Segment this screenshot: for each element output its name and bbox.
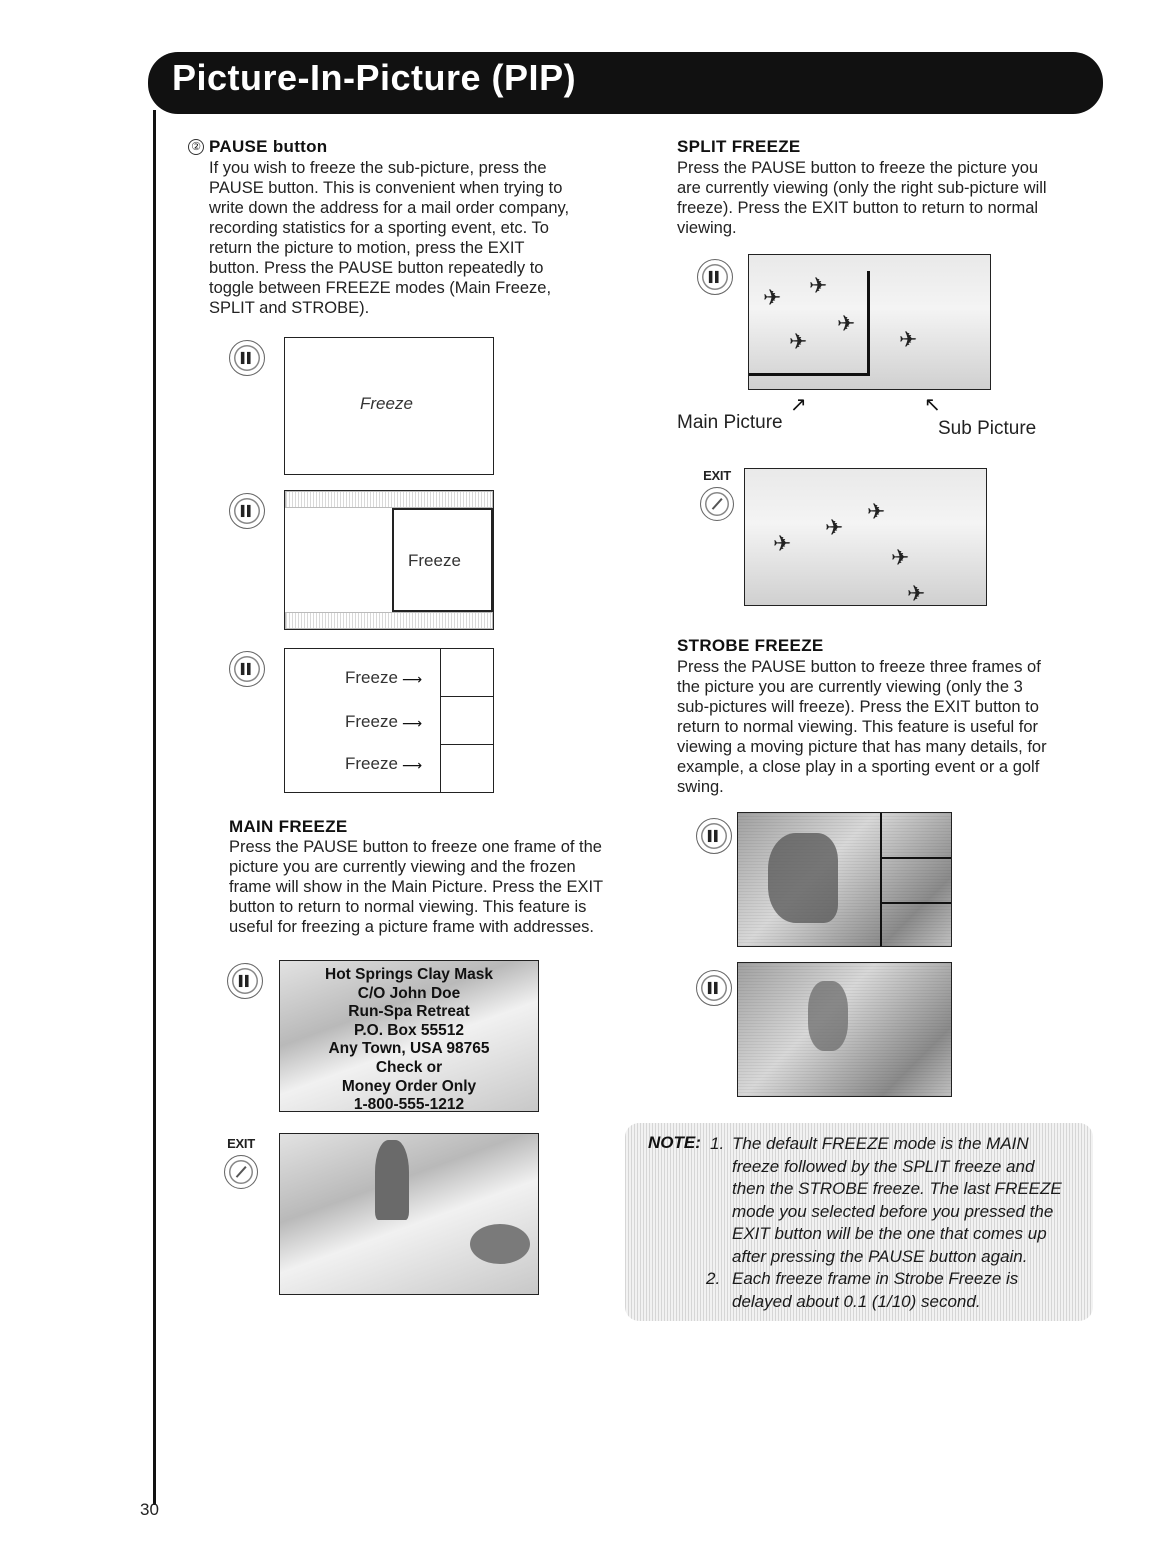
address-card xyxy=(280,966,538,1112)
pause-button-icon: ▌▌ xyxy=(229,651,265,687)
strobe-freeze-line: return to normal viewing. This feature is useful for xyxy=(677,718,1039,736)
pause-line: PAUSE button. This is convenient when trying to xyxy=(209,179,563,197)
pause-button-icon: ▌▌ xyxy=(227,963,263,999)
freeze-label: Freeze xyxy=(345,712,398,731)
plane-icon: ✈ xyxy=(837,311,856,336)
strobe-freeze-line: viewing a moving picture that has many details, for xyxy=(677,738,1047,756)
note-label: NOTE: xyxy=(648,1133,701,1152)
main-freeze-heading: MAIN FREEZE xyxy=(229,817,348,836)
split-freeze-paragraph xyxy=(677,158,1047,238)
address-line: 1-800-555-1212 xyxy=(353,1096,465,1112)
main-freeze-line: frame will show in the Main Picture. Press the EXIT xyxy=(229,878,604,896)
split-freeze-line: Press the PAUSE button to freeze the picture you xyxy=(677,159,1039,177)
strobe-divider xyxy=(881,857,952,859)
pause-button-icon: ▌▌ xyxy=(696,970,732,1006)
split-divider xyxy=(749,373,870,376)
plane-icon: ✈ xyxy=(809,273,828,298)
pointer-arrow-icon: ↖ xyxy=(924,394,941,416)
main-freeze-line: button to return to normal viewing. This feature is xyxy=(229,898,587,916)
freeze-label: Freeze xyxy=(345,668,398,687)
bush-shape xyxy=(470,1224,530,1264)
arrow-right-icon: ⟶ xyxy=(402,671,423,687)
pause-paragraph xyxy=(209,158,569,318)
margin-rule xyxy=(153,110,156,1505)
pause-button-icon: ▌▌ xyxy=(697,259,733,295)
screen-band-bottom xyxy=(285,612,493,629)
note-line: mode you selected before you pressed the xyxy=(732,1201,1054,1221)
note-line: Each freeze frame in Strobe Freeze is xyxy=(732,1269,1019,1288)
plane-icon: ✈ xyxy=(907,581,926,606)
page-title: Picture-In-Picture (PIP) xyxy=(172,57,577,98)
freeze-label: Freeze xyxy=(408,551,461,570)
split-freeze-photo xyxy=(748,254,991,390)
pause-line: write down the address for a mail order company, xyxy=(209,199,570,217)
split-exit-photo xyxy=(744,468,987,606)
main-freeze-line: useful for freezing a picture frame with addresses. xyxy=(229,918,595,936)
plane-icon: ✈ xyxy=(867,499,886,524)
freeze-label: Freeze xyxy=(360,394,413,413)
strobe-freeze-line: Press the PAUSE button to freeze three frames of xyxy=(677,658,1041,676)
strobe-sub-picture xyxy=(440,648,494,697)
pause-line: SPLIT and STROBE). xyxy=(209,299,370,317)
strobe-freeze-line: sub-pictures will freeze). Press the EXIT button to xyxy=(677,698,1039,716)
address-line: Hot Springs Clay Mask xyxy=(325,966,493,983)
plane-icon: ✈ xyxy=(825,515,844,540)
main-freeze-line: picture you are currently viewing and the frozen xyxy=(229,858,576,876)
exit-button-icon xyxy=(221,1136,261,1194)
address-photo xyxy=(279,960,539,1112)
golf-swing-photo xyxy=(737,962,952,1097)
note-item-2 xyxy=(732,1268,1018,1313)
pause-line: button. Press the PAUSE button repeatedly to xyxy=(209,259,544,277)
arrow-right-icon: ⟶ xyxy=(402,757,423,773)
pause-line: recording statistics for a sporting event, etc. To xyxy=(209,219,549,237)
main-freeze-paragraph xyxy=(229,837,603,937)
snow-scene-photo xyxy=(279,1133,539,1295)
split-freeze-line: freeze). Press the EXIT button to return to normal xyxy=(677,199,1039,217)
exit-label: EXIT xyxy=(227,1136,255,1151)
exit-ring-icon xyxy=(700,487,734,521)
strobe-freeze-line: the picture you are currently viewing (only the 3 xyxy=(677,678,1023,696)
main-freeze-line: Press the PAUSE button to freeze one frame of the xyxy=(229,838,602,856)
pause-button-icon: ▌▌ xyxy=(229,340,265,376)
main-picture-caption: Main Picture xyxy=(677,412,783,433)
plane-icon: ✈ xyxy=(773,531,792,556)
note-item-1 xyxy=(732,1133,1062,1268)
strobe-divider xyxy=(881,902,952,904)
page-number: 30 xyxy=(140,1500,159,1519)
strobe-divider xyxy=(880,813,882,947)
split-freeze-line: are currently viewing (only the right sub-picture will xyxy=(677,179,1047,197)
split-divider xyxy=(867,271,870,373)
golfer-figure xyxy=(808,981,848,1051)
strobe-freeze-line: example, a close play in a sporting event or a golf xyxy=(677,758,1040,776)
address-line: Money Order Only xyxy=(341,1077,477,1095)
golfer-figure xyxy=(768,833,838,923)
address-line: C/O John Doe xyxy=(357,984,461,1002)
tree-shape xyxy=(375,1140,409,1220)
address-line: P.O. Box 55512 xyxy=(353,1021,464,1039)
step-number: ② xyxy=(188,139,204,155)
pointer-arrow-icon: ↗ xyxy=(790,394,807,416)
pause-button-icon: ▌▌ xyxy=(696,818,732,854)
strobe-sub-picture xyxy=(440,744,494,793)
plane-icon: ✈ xyxy=(899,327,918,352)
pause-line: If you wish to freeze the sub-picture, press the xyxy=(209,159,547,177)
strobe-freeze-line: swing. xyxy=(677,778,724,796)
strobe-freeze-photo xyxy=(737,812,952,947)
note-line: EXIT button will be the one that comes up xyxy=(732,1224,1047,1243)
note-line: delayed about 0.1 (1/10) second. xyxy=(732,1291,981,1311)
strobe-freeze-heading: STROBE FREEZE xyxy=(677,636,824,655)
address-line: Check or xyxy=(375,1058,443,1076)
pause-heading: PAUSE button xyxy=(209,137,328,156)
plane-icon: ✈ xyxy=(891,545,910,570)
note-number: 1. xyxy=(710,1134,725,1153)
freeze-label: Freeze xyxy=(345,754,398,773)
screen-band-top xyxy=(285,491,493,508)
split-freeze-line: viewing. xyxy=(677,219,737,237)
plane-icon: ✈ xyxy=(763,285,782,310)
sub-picture-caption: Sub Picture xyxy=(938,418,1037,439)
address-line: Any Town, USA 98765 xyxy=(328,1040,490,1058)
pause-line: return the picture to motion, press the EXIT xyxy=(209,239,525,257)
pause-button-icon: ▌▌ xyxy=(229,493,265,529)
note-line: freeze followed by the SPLIT freeze and xyxy=(732,1156,1035,1176)
plane-icon: ✈ xyxy=(789,329,808,354)
exit-label: EXIT xyxy=(703,468,731,483)
note-line: The default FREEZE mode is the MAIN xyxy=(732,1134,1029,1153)
address-line: Run-Spa Retreat xyxy=(348,1003,470,1021)
note-line: after pressing the PAUSE button again. xyxy=(732,1246,1028,1266)
strobe-sub-picture xyxy=(440,696,494,745)
note-number: 2. xyxy=(706,1269,721,1288)
exit-button-icon xyxy=(697,468,737,526)
strobe-freeze-paragraph xyxy=(677,657,1047,797)
pause-line: toggle between FREEZE modes (Main Freeze, xyxy=(209,279,552,297)
split-freeze-heading: SPLIT FREEZE xyxy=(677,137,801,156)
note-line: then the STROBE freeze. The last FREEZE xyxy=(732,1179,1062,1198)
arrow-right-icon: ⟶ xyxy=(402,715,423,731)
exit-ring-icon xyxy=(224,1155,258,1189)
